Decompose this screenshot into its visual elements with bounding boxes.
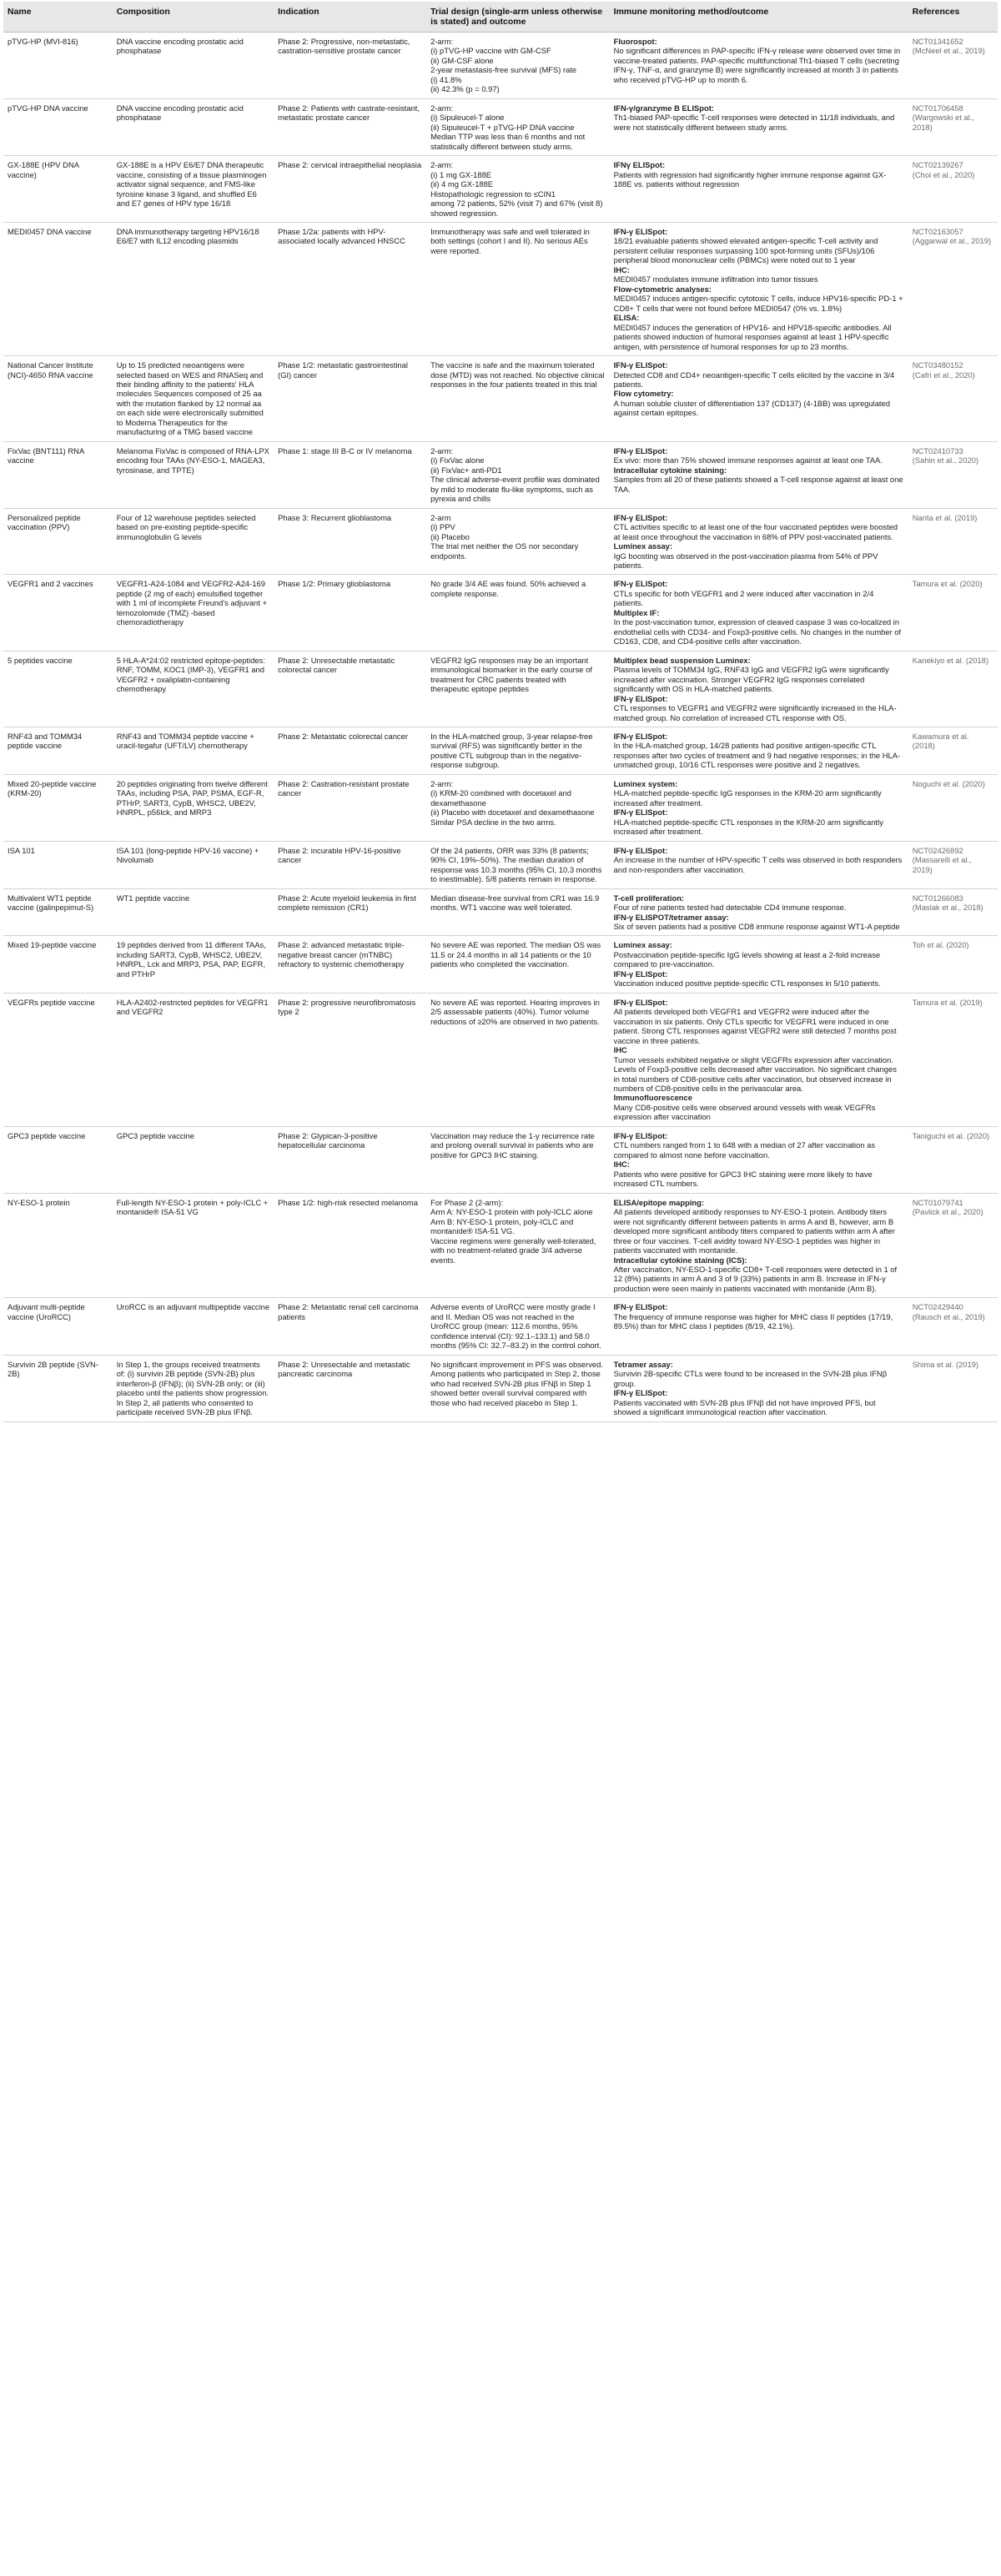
cell-trial-design: 2-arm: (i) Sipuleucel-T alone (ii) Sipuleucel-T + pTVG-HP DNA vaccine Median TTP was less than 6 months and not statistically different between study arms. — [426, 98, 610, 155]
cell-references: Taniguchi et al. (2020) — [908, 1126, 998, 1193]
cell-name: RNF43 and TOMM34 peptide vaccine — [3, 727, 113, 775]
cell-indication: Phase 1: stage III B-C or IV melanoma — [274, 441, 426, 508]
table-row — [3, 1193, 998, 1298]
immune-method-heading: Intracellular cytokine staining (ICS): — [613, 1255, 747, 1265]
cell-references: NCT03480152 (Cafri et al., 2020) — [908, 356, 998, 442]
immune-method-section — [614, 608, 904, 647]
cell-trial-design: No severe AE was reported. The median OS was 11.5 or 24.4 months in all 14 patients or the 10 patients who completed the vaccination. — [426, 936, 610, 993]
cell-references: Tamura et al. (2020) — [908, 575, 998, 651]
immune-method-outcome: Th1-biased PAP-specific T-cell responses were detected in 11/18 individuals, and were not statistically different between study arms. — [613, 113, 895, 132]
immune-method-heading: Flow cytometry: — [613, 389, 674, 399]
immune-method-section — [614, 160, 904, 189]
cell-indication: Phase 2: Unresectable and metastatic pancreatic carcinoma — [274, 1355, 426, 1421]
header-immune-monitoring: Immune monitoring method/outcome — [610, 2, 908, 33]
cell-references: Kawamura et al. (2018) — [908, 727, 998, 775]
cell-name: 5 peptides vaccine — [3, 651, 113, 727]
cell-composition: GPC3 peptide vaccine — [113, 1126, 274, 1193]
cell-references: Toh et al. (2020) — [908, 936, 998, 993]
cell-references: NCT02426892 (Massarelli et al., 2019) — [908, 841, 998, 888]
cell-references: NCT02410733 (Sahin et al., 2020) — [908, 441, 998, 508]
immune-method-outcome: CTL numbers ranged from 1 to 648 with a median of 27 after vaccination as compared to almost none before vaccination. — [613, 1140, 876, 1160]
immune-method-outcome: After vaccination, NY-ESO-1-specific CD8+ T-cell responses were detected in 1 of 12 (8%) patients in arm A and 3 of 9 (33%) patients in arm B. Increase in IFN-γ production were seen mainly in patients vaccinated with montanide (Arm B). — [613, 1264, 898, 1293]
cell-indication: Phase 3: Recurrent glioblastoma — [274, 508, 426, 575]
cell-indication: Phase 2: Glypican-3-positive hepatocellular carcinoma — [274, 1126, 426, 1193]
clinical-trials-document — [3, 2, 998, 1422]
cell-references: NCT01706458 (Wargowski et al., 2018) — [908, 98, 998, 155]
immune-method-outcome: IgG boosting was observed in the post-vaccination plasma from 54% of PPV patients. — [613, 551, 878, 570]
immune-method-heading: Flow-cytometric analyses: — [613, 284, 712, 294]
immune-method-section — [614, 1160, 904, 1188]
immune-method-outcome: Patients who were positive for GPC3 IHC staining were more likely to have increased CTL numbers. — [613, 1169, 873, 1189]
cell-trial-design: 2-arm: (i) FixVac alone (ii) FixVac+ anti-PD1 The clinical adverse-event profile was dominated by mild to moderate flu-like symptoms, such as pyrexia and chills — [426, 441, 610, 508]
cell-indication: Phase 1/2: Primary glioblastoma — [274, 575, 426, 651]
immune-method-outcome: An increase in the number of HPV-specific T cells was observed in both responders and non-responders after vaccination. — [613, 855, 903, 874]
immune-method-outcome: CTLs specific for both VEGFR1 and 2 were induced after vaccination in 2/4 patients. — [613, 588, 874, 608]
immune-method-section — [614, 913, 904, 932]
cell-name: Mixed 20-peptide vaccine (KRM-20) — [3, 774, 113, 841]
cell-immune-monitoring — [610, 841, 908, 888]
immune-method-section — [614, 893, 904, 913]
cell-immune-monitoring — [610, 1193, 908, 1298]
header-row — [3, 2, 998, 33]
table-row — [3, 1126, 998, 1193]
immune-method-outcome: Ex vivo: more than 75% showed immune responses against at least one TAA. — [613, 455, 883, 465]
immune-method-heading: Luminex assay: — [613, 541, 673, 551]
cell-immune-monitoring — [610, 222, 908, 355]
immune-method-heading: Multiplex IF: — [613, 607, 660, 617]
cell-name: ISA 101 — [3, 841, 113, 888]
header-indication: Indication — [274, 2, 426, 33]
immune-method-section — [614, 1045, 904, 1093]
immune-method-section — [614, 265, 904, 284]
cell-indication: Phase 2: Metastatic renal cell carcinoma patients — [274, 1298, 426, 1355]
immune-method-section — [614, 1198, 904, 1255]
header-references: References — [908, 2, 998, 33]
cell-name: VEGFR1 and 2 vaccines — [3, 575, 113, 651]
immune-method-heading: IFN-γ ELISpot: — [613, 997, 668, 1007]
cell-indication: Phase 1/2: high-risk resected melanoma — [274, 1193, 426, 1298]
cell-trial-design: 2-arm: (i) 1 mg GX-188E (ii) 4 mg GX-188E Histopathologic regression to ≤CIN1 among 72 patients, 52% (visit 7) and 67% (visit 8) showed regression. — [426, 156, 610, 223]
cell-composition: 19 peptides derived from 11 different TAAs, including SART3, CypB, WHSC2, UBE2V, HNRPL, Lck and MRP3, PSA, PAP, EGFR, and PTHrP — [113, 936, 274, 993]
table-row — [3, 98, 998, 155]
immune-method-section — [614, 732, 904, 770]
cell-indication: Phase 2: cervical intraepithelial neoplasia — [274, 156, 426, 223]
cell-indication: Phase 2: Patients with castrate-resistant, metastatic prostate cancer — [274, 98, 426, 155]
cell-composition: VEGFR1-A24-1084 and VEGFR2-A24-169 peptide (2 mg of each) emulsified together with 1 ml of incomplete Freund's adjuvant + temozolomide (TMZ) -based chemoradiotherapy — [113, 575, 274, 651]
immune-method-heading: IFN-γ ELISpot: — [613, 732, 668, 741]
immune-method-outcome: In the HLA-matched group, 14/28 patients had positive antigen-specific CTL responses after two cycles of treatment and 9 had negative responses; in the HLA-unmatched group, 10/16 CTL responses were positive and 2 negatives. — [613, 741, 901, 770]
cell-trial-design: In the HLA-matched group, 3-year relapse-free survival (RFS) was significantly better in the positive CTL subgroup than in the negative-response subgroup. — [426, 727, 610, 775]
cell-name: GPC3 peptide vaccine — [3, 1126, 113, 1193]
cell-trial-design: No severe AE was reported. Hearing improves in 2/5 assessable patients (40%). Tumor volume reductions of ≥20% are observed in two patients. — [426, 993, 610, 1126]
immune-method-section — [614, 465, 904, 494]
immune-method-outcome: Samples from all 20 of these patients showed a T-cell response against at least one TAA. — [613, 475, 903, 494]
cell-composition: DNA vaccine encoding prostatic acid phosphatase — [113, 98, 274, 155]
cell-immune-monitoring — [610, 1298, 908, 1355]
cell-immune-monitoring — [610, 1126, 908, 1193]
cell-name: Mixed 19-peptide vaccine — [3, 936, 113, 993]
immune-method-outcome: In the post-vaccination tumor, expression of cleaved caspase 3 was co-localized in endothelial cells with CD34- and Foxp3-positive cells. No changes in the number of CD163, CD8, and CD4-positive cells after vaccination. — [613, 617, 902, 647]
cell-immune-monitoring — [610, 575, 908, 651]
cell-composition: Melanoma FixVac is composed of RNA-LPX encoding four TAAs (NY-ESO-1, MAGEA3, tyrosinase, and TPTE) — [113, 441, 274, 508]
immune-method-outcome: All patients developed both VEGFR1 and VEGFR2 were induced after the vaccination in six patients. Only CTLs specific for VEGFR1 were induced in one patient. Strong CTL responses against VEGFR2 were still detected 7 months post vaccine in three patients. — [613, 1007, 897, 1045]
immune-method-heading: IHC — [613, 1045, 627, 1055]
table-row — [3, 156, 998, 223]
cell-composition: 20 peptides originating from twelve different TAAs, including PSA, PAP, PSMA, EGF-R, PTHrP, SART3, CypB, WHSC2, UBE2V, HNRPL, p56lck, and MRP3 — [113, 774, 274, 841]
cell-composition: DNA immunotherapy targeting HPV16/18 E6/E7 with IL12 encoding plasmids — [113, 222, 274, 355]
table-row — [3, 33, 998, 99]
cell-indication: Phase 2: progressive neurofibromatosis type 2 — [274, 993, 426, 1126]
cell-references: NCT02139267 (Choi et al., 2020) — [908, 156, 998, 223]
cell-indication: Phase 1/2a: patients with HPV-associated locally advanced HNSCC — [274, 222, 426, 355]
immune-method-section — [614, 998, 904, 1045]
immune-method-outcome: Tumor vessels exhibited negative or slight VEGFRs expression after vaccination. Levels of Foxp3-positive cells decreased after vaccination. No significant changes in total numbers of CD8-positive cells after vaccination, but observed increase in numbers of CD8-positive cells in the perivascular area. — [613, 1054, 897, 1093]
immune-method-section — [614, 1302, 904, 1331]
table-row — [3, 575, 998, 651]
cell-indication: Phase 2: advanced metastatic triple-negative breast cancer (mTNBC) refractory to systemic chemotherapy — [274, 936, 426, 993]
cell-indication: Phase 2: Progressive, non-metastatic, castration-sensitive prostate cancer — [274, 33, 426, 99]
immune-method-heading: Intracellular cytokine staining: — [613, 465, 727, 475]
immune-method-heading: IFN-γ ELISpot: — [613, 1130, 668, 1140]
cell-composition: In Step 1, the groups received treatments of: (i) survivin 2B peptide (SVN-2B) plus interferon-β (IFNβ); (ii) SVN-2B only; or (iii) placebo until the patients show progression. In Step 2, all patients who consented to participate received SVN-2B plus IFNβ. — [113, 1355, 274, 1421]
immune-method-outcome: Postvaccination peptide-specific IgG levels showing at least a 2-fold increase compared to pre-vaccination. — [613, 949, 881, 969]
cell-trial-design: Of the 24 patients, ORR was 33% (8 patients; 90% CI, 19%–50%). The median duration of response was 10.3 months (95% CI, 10.3 months to inestimable). 5/8 patients remain in response. — [426, 841, 610, 888]
immune-method-outcome: MEDI0457 modulates immune infiltration into tumor tissues — [613, 274, 818, 284]
cell-immune-monitoring — [610, 1355, 908, 1421]
cell-indication: Phase 2: Metastatic colorectal cancer — [274, 727, 426, 775]
cell-composition: Full-length NY-ESO-1 protein + poly-ICLC + montanide® ISA-51 VG — [113, 1193, 274, 1298]
table-row — [3, 774, 998, 841]
cell-name: Multivalent WT1 peptide vaccine (galinpepimut-S) — [3, 888, 113, 936]
vaccine-trials-table — [3, 2, 998, 1422]
immune-method-section — [614, 579, 904, 607]
immune-method-section — [614, 103, 904, 132]
immune-method-heading: ELISA: — [613, 313, 640, 323]
table-row — [3, 651, 998, 727]
immune-method-outcome: A human soluble cluster of differentiation 137 (CD137) (4-1BB) was upregulated against certain epitopes. — [613, 398, 890, 418]
immune-method-heading: Luminex assay: — [613, 940, 673, 950]
immune-method-heading: IFN-γ ELISpot: — [613, 969, 668, 979]
cell-name: National Cancer Institute (NCI)-4650 RNA vaccine — [3, 356, 113, 442]
immune-method-heading: ELISA/epitope mapping: — [613, 1197, 705, 1207]
immune-method-heading: IHC: — [613, 1160, 630, 1170]
cell-composition: 5 HLA-A*24:02 restricted epitope-peptides: RNF, TOMM, KOC1 (IMP-3), VEGFR1 and VEGFR2 + oxaliplatin-containing chemotherapy — [113, 651, 274, 727]
immune-method-section — [614, 1388, 904, 1416]
immune-method-outcome: HLA-matched peptide-specific IgG responses in the KRM-20 arm significantly increased after treatment. — [613, 788, 882, 808]
cell-references: NCT01079741 (Pavlick et al., 2020) — [908, 1193, 998, 1298]
immune-method-section — [614, 37, 904, 84]
immune-method-outcome: Many CD8-positive cells were observed around vessels with weak VEGFRs expression after vaccination — [613, 1102, 876, 1122]
immune-method-heading: IFN-γ ELISpot: — [613, 1388, 668, 1398]
cell-composition: GX-188E is a HPV E6/E7 DNA therapeutic vaccine, consisting of a tissue plasminogen activator signal sequence, and FMS-like tyrosine kinase 3 ligand, and shuffled E6 and E7 genes of HPV type 16/18 — [113, 156, 274, 223]
immune-method-heading: Luminex system: — [613, 778, 678, 788]
cell-references: Narita et al. (2019) — [908, 508, 998, 575]
cell-trial-design: The vaccine is safe and the maximum tolerated dose (MTD) was not reached. No objective clinical responses in the four patients treated in this trial — [426, 356, 610, 442]
cell-references: NCT02163057 (Aggarwal et al., 2019) — [908, 222, 998, 355]
immune-method-outcome: HLA-matched peptide-specific CTL responses in the KRM-20 arm significantly increased after treatment. — [613, 817, 883, 837]
table-row — [3, 441, 998, 508]
cell-references: NCT01266083 (Maslak et al., 2018) — [908, 888, 998, 936]
table-row — [3, 936, 998, 993]
immune-method-outcome: All patients developed antibody responses to NY-ESO-1 protein. Antibody titers were not significantly different between patients in arms A and B, however, arm B developed more significant antibody titers compared to patients within arm A after three or four vaccines. T-cell avidity toward NY-ESO-1 peptides was higher in patients vaccinated with montanide. — [613, 1207, 895, 1255]
immune-method-heading: IFN-γ/granzyme B ELISpot: — [613, 103, 714, 113]
cell-name: pTVG-HP (MVI-816) — [3, 33, 113, 99]
immune-method-section — [614, 313, 904, 351]
immune-method-section — [614, 779, 904, 808]
immune-method-section — [614, 694, 904, 722]
table-row — [3, 841, 998, 888]
immune-method-outcome: Detected CD8 and CD4+ neoantigen-specific T cells elicited by the vaccine in 3/4 patients. — [613, 370, 895, 389]
immune-method-heading: Fluorospot: — [613, 37, 657, 46]
immune-method-section — [614, 940, 904, 969]
immune-method-heading: IFN-γ ELISpot: — [613, 512, 668, 522]
table-row — [3, 727, 998, 775]
immune-method-outcome: Vaccination induced positive peptide-specific CTL responses in 5/10 patients. — [613, 979, 881, 989]
immune-method-heading: IFNγ ELISpot: — [613, 160, 666, 170]
immune-method-outcome: CTL responses to VEGFR1 and VEGFR2 were significantly increased in the HLA-matched group. No correlation of increased CTL response with OS. — [613, 703, 897, 722]
table-row — [3, 356, 998, 442]
cell-references: NCT01341652 (McNeel et al., 2019) — [908, 33, 998, 99]
immune-method-section — [614, 656, 904, 694]
immune-method-outcome: The frequency of immune response was higher for MHC class II peptides (17/19, 89.5%) than for MHC class I peptides (8/19, 42.1%). — [613, 1311, 893, 1331]
cell-name: Adjuvant multi-peptide vaccine (UroRCC) — [3, 1298, 113, 1355]
cell-references: Shima et al. (2019) — [908, 1355, 998, 1421]
cell-immune-monitoring — [610, 98, 908, 155]
cell-immune-monitoring — [610, 33, 908, 99]
cell-indication: Phase 2: Acute myeloid leukemia in first complete remission (CR1) — [274, 888, 426, 936]
cell-trial-design: Median disease-free survival from CR1 was 16.9 months. WT1 vaccine was well tolerated. — [426, 888, 610, 936]
immune-method-heading: IFN-γ ELISpot: — [613, 845, 668, 855]
immune-method-outcome: Patients vaccinated with SVN-2B plus IFNβ did not have improved PFS, but showed a significant immunological reaction after vaccination. — [613, 1397, 876, 1417]
immune-method-section — [614, 513, 904, 541]
cell-references: NCT02429440 (Rausch et al., 2019) — [908, 1298, 998, 1355]
immune-method-heading: IFN-γ ELISpot: — [613, 808, 668, 818]
immune-method-section — [614, 846, 904, 874]
immune-method-outcome: MEDI0457 induces antigen-specific cytotoxic T cells, induce HPV16-specific PD-1 + CD8+ T cells that were not found before MEDI0547 (0% vs. 1.8%) — [613, 294, 903, 313]
immune-method-section — [614, 1093, 904, 1121]
cell-indication: Phase 2: incurable HPV-16-positive cancer — [274, 841, 426, 888]
immune-method-heading: IHC: — [613, 264, 630, 274]
cell-trial-design: Adverse events of UroRCC were mostly grade I and II. Median OS was not reached in the UroRCC group (mean: 112.6 months, 95% confidence interval (CI): 92.1–133.1) and 58.0 months (95% CI: 32.7–83.2) in the control cohort. — [426, 1298, 610, 1355]
immune-method-outcome: Patients with regression had significantly higher immune response against GX-188E vs. patients without regression — [613, 169, 887, 189]
table-row — [3, 1298, 998, 1355]
immune-method-heading: IFN-γ ELISpot: — [613, 445, 668, 455]
cell-trial-design: No significant improvement in PFS was observed. Among patients who participated in Step 2, those who had received SVN-2B plus IFNβ in Step 1 showed better overall survival compared with those who had received placebo in Step 1. — [426, 1355, 610, 1421]
cell-trial-design: VEGFR2 IgG responses may be an important immunological biomarker in the early course of treatment for CRC patients treated with therapeutic epitope peptides — [426, 651, 610, 727]
immune-method-section — [614, 1255, 904, 1294]
immune-method-heading: IFN-γ ELISpot: — [613, 360, 668, 370]
cell-trial-design: No grade 3/4 AE was found. 50% achieved a complete response. — [426, 575, 610, 651]
cell-immune-monitoring — [610, 651, 908, 727]
cell-immune-monitoring — [610, 888, 908, 936]
cell-composition: ISA 101 (long-peptide HPV-16 vaccine) + Nivolumab — [113, 841, 274, 888]
cell-indication: Phase 1/2: metastatic gastrointestinal (GI) cancer — [274, 356, 426, 442]
cell-immune-monitoring — [610, 727, 908, 775]
cell-name: VEGFRs peptide vaccine — [3, 993, 113, 1126]
immune-method-section — [614, 541, 904, 570]
immune-method-section — [614, 446, 904, 465]
cell-trial-design: Immunotherapy was safe and well tolerated in both settings (cohort I and II). No serious AEs were reported. — [426, 222, 610, 355]
table-header — [3, 2, 998, 33]
immune-method-outcome: Plasma levels of TOMM34 IgG, RNF43 IgG and VEGFR2 IgG were significantly increased after vaccination. Stronger VEGFR2 IgG responses correlated significantly with OS in HLA-matched patients. — [613, 665, 889, 694]
cell-trial-design: For Phase 2 (2-arm): Arm A: NY-ESO-1 protein with poly-ICLC alone Arm B: NY-ESO-1 protein, poly-ICLC and montanide® ISA-51 VG. Vaccine regimens were generally well-tolerated, with no treatment-related grade 3/4 adverse events. — [426, 1193, 610, 1298]
cell-immune-monitoring — [610, 993, 908, 1126]
cell-name: Personalized peptide vaccination (PPV) — [3, 508, 113, 575]
cell-trial-design: 2-arm (i) PPV (ii) Placebo The trial met neither the OS nor secondary endpoints. — [426, 508, 610, 575]
immune-method-heading: IFN-γ ELISpot: — [613, 1302, 668, 1312]
cell-references: Kanekiyo et al. (2018) — [908, 651, 998, 727]
immune-method-heading: T-cell proliferation: — [613, 893, 685, 903]
header-trial-design: Trial design (single-arm unless otherwise is stated) and outcome — [426, 2, 610, 33]
cell-composition: WT1 peptide vaccine — [113, 888, 274, 936]
cell-name: FixVac (BNT111) RNA vaccine — [3, 441, 113, 508]
cell-name: GX-188E (HPV DNA vaccine) — [3, 156, 113, 223]
immune-method-section — [614, 1131, 904, 1160]
immune-method-section — [614, 389, 904, 417]
table-row — [3, 508, 998, 575]
table-body — [3, 33, 998, 1422]
cell-immune-monitoring — [610, 936, 908, 993]
table-row — [3, 222, 998, 355]
cell-name: NY-ESO-1 protein — [3, 1193, 113, 1298]
immune-method-section — [614, 808, 904, 836]
immune-method-outcome: CTL activities specific to at least one of the four vaccinated peptides were boosted at least once throughout the vaccination in 68% of PPV post-vaccinated patients. — [613, 522, 898, 541]
cell-indication: Phase 2: Unresectable metastatic colorectal cancer — [274, 651, 426, 727]
cell-name: Survivin 2B peptide (SVN-2B) — [3, 1355, 113, 1421]
immune-method-outcome: Four of nine patients tested had detectable CD4 immune response. — [613, 903, 847, 913]
cell-composition: DNA vaccine encoding prostatic acid phosphatase — [113, 33, 274, 99]
cell-trial-design: Vaccination may reduce the 1-y recurrence rate and prolong overall survival in patients who are positive for GPC3 IHC staining. — [426, 1126, 610, 1193]
cell-immune-monitoring — [610, 356, 908, 442]
immune-method-outcome: 18/21 evaluable patients showed elevated antigen-specific T-cell activity and persistent cellular responses surpassing 100 spot-forming units (SFUs)/106 peripheral blood mononuclear cells (PBMCs) were noted out to 1 year — [613, 236, 878, 265]
header-name: Name — [3, 2, 113, 33]
cell-immune-monitoring — [610, 774, 908, 841]
cell-name: MEDI0457 DNA vaccine — [3, 222, 113, 355]
immune-method-heading: IFN-γ ELISpot: — [613, 579, 668, 589]
cell-composition: UroRCC is an adjuvant multipeptide vaccine — [113, 1298, 274, 1355]
immune-method-section — [614, 969, 904, 989]
cell-name: pTVG-HP DNA vaccine — [3, 98, 113, 155]
immune-method-section — [614, 284, 904, 313]
immune-method-heading: Immunofluorescence — [613, 1093, 692, 1103]
immune-method-outcome: No significant differences in PAP-specific IFN-γ release were observed over time in vaccine-treated patients. PAP-specific multifunctional Th1-biased T cells (secreting IFN-γ, TNF-α, and granzyme B) were significantly increased at month 3 in patients who received pTVG-HP up to month 6. — [613, 46, 901, 84]
cell-composition: Up to 15 predicted neoantigens were selected based on WES and RNASeq and their binding affinity to the patients' HLA molecules Sequences composed of 25 aa with the mutation flanked by 12 normal aa on each side were electronically submitted to Moderna Therapeutics for the manufacturing of a TMG based vaccine — [113, 356, 274, 442]
immune-method-outcome: MEDI0457 induces the generation of HPV16- and HPV18-specific antibodies. All patients showed induction of humoral responses against at least 1 HPV-specific antigen, with persistence of humoral responses for up to 23 months. — [613, 322, 892, 351]
table-row — [3, 888, 998, 936]
cell-composition: RNF43 and TOMM34 peptide vaccine + uracil-tegafur (UFT/LV) chemotherapy — [113, 727, 274, 775]
table-row — [3, 1355, 998, 1421]
header-composition: Composition — [113, 2, 274, 33]
cell-immune-monitoring — [610, 441, 908, 508]
cell-immune-monitoring — [610, 508, 908, 575]
cell-trial-design: 2-arm: (i) KRM-20 combined with docetaxel and dexamethasone (ii) Placebo with docetaxel and dexamethasone Similar PSA decline in the two arms. — [426, 774, 610, 841]
cell-references: Tamura et al. (2019) — [908, 993, 998, 1126]
immune-method-section — [614, 227, 904, 265]
immune-method-outcome: Six of seven patients had a positive CD8 immune response against WT1-A peptide — [613, 921, 900, 931]
immune-method-heading: IFN-γ ELISpot: — [613, 693, 668, 703]
cell-composition: Four of 12 warehouse peptides selected based on pre-existing peptide-specific immunoglobulin G levels — [113, 508, 274, 575]
cell-composition: HLA-A2402-restricted peptides for VEGFR1 and VEGFR2 — [113, 993, 274, 1126]
immune-method-section — [614, 1360, 904, 1388]
cell-indication: Phase 2: Castration-resistant prostate cancer — [274, 774, 426, 841]
cell-trial-design: 2-arm: (i) pTVG-HP vaccine with GM-CSF (ii) GM-CSF alone 2-year metastasis-free survival (MFS) rate (i) 41.8% (ii) 42.3% (p = 0.97) — [426, 33, 610, 99]
cell-references: Noguchi et al. (2020) — [908, 774, 998, 841]
immune-method-section — [614, 360, 904, 389]
cell-immune-monitoring — [610, 156, 908, 223]
immune-method-outcome: Survivin 2B-specific CTLs were found to be increased in the SVN-2B plus IFNβ group. — [613, 1369, 888, 1388]
immune-method-heading: IFN-γ ELISpot: — [613, 226, 668, 236]
immune-method-heading: Tetramer assay: — [613, 1359, 673, 1369]
table-row — [3, 993, 998, 1126]
immune-method-heading: IFN-γ ELISPOT/tetramer assay: — [613, 912, 729, 922]
immune-method-heading: Multiplex bead suspension Luminex: — [613, 655, 751, 665]
